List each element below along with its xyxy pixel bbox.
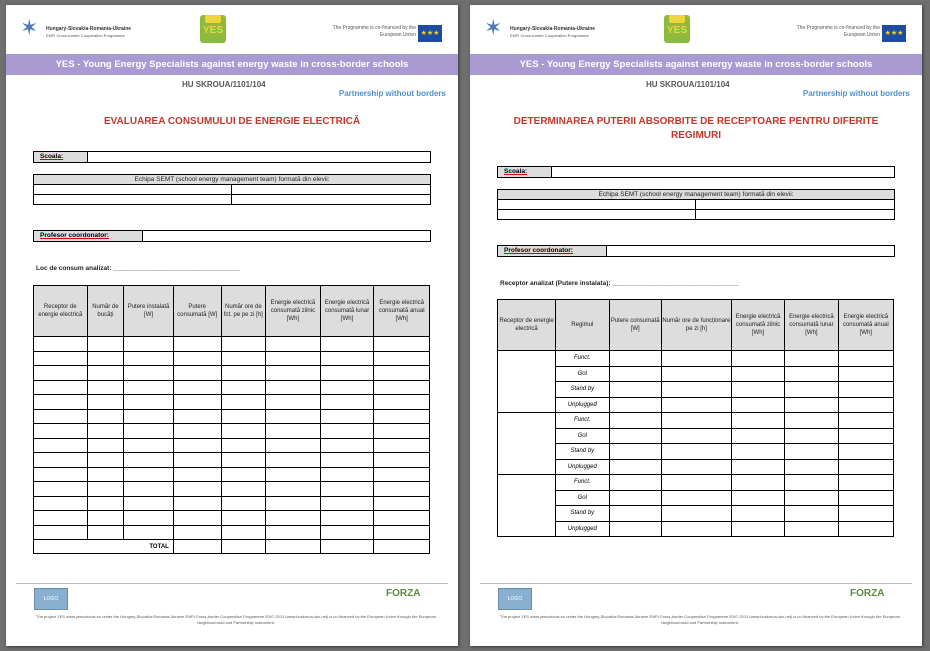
total-cell[interactable] <box>266 540 321 554</box>
table-cell[interactable] <box>173 482 221 497</box>
table-row <box>34 511 430 526</box>
table-cell[interactable] <box>374 395 430 410</box>
table-row <box>34 525 430 540</box>
col-energy-monthly: Energie electrică consumată lunar [Wh] <box>320 286 374 337</box>
table-cell[interactable] <box>838 428 893 444</box>
table-cell[interactable] <box>221 511 266 526</box>
table-cell[interactable] <box>320 337 374 352</box>
table-cell[interactable] <box>320 525 374 540</box>
table-row <box>498 521 894 537</box>
page-title: DETERMINAREA PUTERII ABSORBITE DE RECEPTOARE PENTRU DIFERITE REGIMURI <box>513 116 879 141</box>
table-cell[interactable] <box>731 428 784 444</box>
table-cell[interactable] <box>609 490 661 506</box>
table-cell[interactable] <box>661 397 731 413</box>
table-cell[interactable] <box>374 424 430 439</box>
table-cell[interactable] <box>374 337 430 352</box>
star-icon: ✶ <box>20 15 39 40</box>
coordinator-field[interactable] <box>33 230 431 242</box>
table-cell[interactable] <box>221 482 266 497</box>
project-banner: YES - Young Energy Specialists against energy waste in cross-border schools <box>470 54 922 75</box>
table-cell[interactable] <box>785 428 838 444</box>
table-cell[interactable] <box>34 453 88 468</box>
cofinanced-text: The Programme is co-financed by the European Union <box>796 25 880 38</box>
table-cell[interactable] <box>661 521 731 537</box>
table-cell[interactable] <box>661 506 731 522</box>
total-label: TOTAL <box>34 540 174 554</box>
table-cell[interactable] <box>320 511 374 526</box>
table-cell[interactable] <box>266 511 321 526</box>
team-cells[interactable] <box>498 200 894 219</box>
table-cell[interactable] <box>374 482 430 497</box>
table-cell[interactable] <box>838 444 893 460</box>
partnership-tagline: Partnership without borders <box>338 89 446 98</box>
table-cell[interactable] <box>374 525 430 540</box>
table-cell[interactable] <box>731 351 784 367</box>
table-cell[interactable] <box>87 337 124 352</box>
eu-flag-icon: ★★★ <box>882 25 906 42</box>
table-cell[interactable] <box>266 496 321 511</box>
table-cell[interactable] <box>785 506 838 522</box>
table-cell[interactable] <box>124 453 174 468</box>
table-cell[interactable] <box>87 482 124 497</box>
table-cell[interactable] <box>34 351 88 366</box>
table-cell[interactable] <box>34 525 88 540</box>
col-energy-daily: Energie electrică consumată zilnic [Wh] <box>266 286 321 337</box>
partner-logo-left: LOGO <box>498 588 532 610</box>
table-cell[interactable] <box>124 380 174 395</box>
table-cell[interactable] <box>374 467 430 482</box>
forza-logo: FORZA <box>850 588 885 599</box>
table-cell[interactable] <box>731 506 784 522</box>
eu-flag-icon: ★★★ <box>418 25 442 42</box>
table-cell[interactable] <box>785 521 838 537</box>
document-page-1 <box>6 5 458 646</box>
regime-label: Gol <box>556 366 609 382</box>
table-cell[interactable] <box>34 337 88 352</box>
table-cell[interactable] <box>320 380 374 395</box>
table-cell[interactable] <box>124 482 174 497</box>
table-cell[interactable] <box>320 351 374 366</box>
project-code: HU SKROUA/1101/104 <box>646 80 730 89</box>
table-cell[interactable] <box>173 525 221 540</box>
table-row <box>34 380 430 395</box>
team-cells[interactable] <box>34 185 430 204</box>
table-cell[interactable] <box>124 438 174 453</box>
table-cell[interactable] <box>838 366 893 382</box>
col-regime: Regimul <box>556 300 609 351</box>
table-cell[interactable] <box>731 366 784 382</box>
team-table <box>497 189 895 220</box>
table-cell[interactable] <box>661 490 731 506</box>
table-cell[interactable] <box>124 467 174 482</box>
table-cell[interactable] <box>609 521 661 537</box>
footer-divider <box>16 583 448 584</box>
project-banner: YES - Young Energy Specialists against energy waste in cross-border schools <box>6 54 458 75</box>
table-row <box>498 382 894 398</box>
table-row <box>498 444 894 460</box>
regime-label: Stand by <box>556 382 609 398</box>
table-row <box>498 459 894 475</box>
table-cell[interactable] <box>661 428 731 444</box>
table-cell[interactable] <box>266 366 321 381</box>
table-cell[interactable] <box>173 380 221 395</box>
table-cell[interactable] <box>124 496 174 511</box>
table-cell[interactable] <box>173 511 221 526</box>
regime-label: Funct. <box>556 413 609 429</box>
table-cell[interactable] <box>838 475 893 491</box>
table-cell[interactable] <box>838 413 893 429</box>
table-cell[interactable] <box>731 397 784 413</box>
regime-table <box>497 299 894 537</box>
school-label: Scoala: <box>498 167 552 177</box>
project-code: HU SKROUA/1101/104 <box>182 80 266 89</box>
table-cell[interactable] <box>838 506 893 522</box>
table-cell[interactable] <box>320 496 374 511</box>
partner-logo-left: LOGO <box>34 588 68 610</box>
table-cell[interactable] <box>266 395 321 410</box>
table-cell[interactable] <box>124 366 174 381</box>
table-cell[interactable] <box>731 459 784 475</box>
table-cell[interactable] <box>221 409 266 424</box>
table-cell[interactable] <box>34 482 88 497</box>
table-cell[interactable] <box>320 424 374 439</box>
table-cell[interactable] <box>34 438 88 453</box>
table-cell[interactable] <box>374 409 430 424</box>
table-row <box>34 366 430 381</box>
school-label: Scoala: <box>34 152 88 162</box>
table-cell[interactable] <box>785 351 838 367</box>
table-cell[interactable] <box>266 424 321 439</box>
table-cell[interactable] <box>124 395 174 410</box>
programme-logo: ✶ Hungary-Slovakia-Romania-Ukraine ENPI Cross-border Cooperation Programme <box>20 15 132 40</box>
table-cell[interactable] <box>731 490 784 506</box>
table-row <box>498 506 894 522</box>
footer-text: The project YES www.yesschools.eu under the Hungary-Slovakia-Romania-Ukraine ENPI Cross-border Cooperation Programme 2007-2013 (www.huskroua-cbc.net) is co-financed by the European Union through the European Neighbourhood and Partnership Instrument. <box>500 614 900 625</box>
table-cell[interactable] <box>609 475 661 491</box>
table-cell[interactable] <box>374 511 430 526</box>
table-cell[interactable] <box>221 337 266 352</box>
table-cell[interactable] <box>173 351 221 366</box>
regime-label: Funct. <box>556 475 609 491</box>
total-cell[interactable] <box>221 540 266 554</box>
table-cell[interactable] <box>34 366 88 381</box>
col-consumed-power: Putere consumată [W] <box>173 286 221 337</box>
regime-label: Gol <box>556 490 609 506</box>
table-row <box>34 496 430 511</box>
school-field[interactable] <box>497 166 895 178</box>
table-cell[interactable] <box>609 366 661 382</box>
table-cell[interactable] <box>221 467 266 482</box>
table-cell[interactable] <box>731 382 784 398</box>
table-cell[interactable] <box>221 380 266 395</box>
table-cell[interactable] <box>124 337 174 352</box>
yes-logo: YES <box>200 15 226 43</box>
school-field[interactable] <box>33 151 431 163</box>
coordinator-label: Profesor coordonator: <box>34 231 143 241</box>
table-cell[interactable] <box>320 438 374 453</box>
table-row <box>34 337 430 352</box>
table-row <box>498 366 894 382</box>
table-cell[interactable] <box>609 351 661 367</box>
cofinanced-text: The Programme is co-financed by the European Union <box>332 25 416 38</box>
col-energy-daily: Energie electrică consumată zilnic [Wh] <box>731 300 784 351</box>
regime-label: Stand by <box>556 444 609 460</box>
table-cell[interactable] <box>87 511 124 526</box>
table-cell[interactable] <box>266 409 321 424</box>
regime-label: Stand by <box>556 506 609 522</box>
col-count: Număr de bucăți <box>87 286 124 337</box>
table-cell[interactable] <box>173 395 221 410</box>
table-cell[interactable] <box>731 444 784 460</box>
table-cell[interactable] <box>34 395 88 410</box>
col-installed-power: Putere instalată [W] <box>124 286 174 337</box>
table-row <box>34 453 430 468</box>
receptor-cell[interactable] <box>498 351 556 413</box>
table-cell[interactable] <box>221 351 266 366</box>
table-cell[interactable] <box>320 467 374 482</box>
table-cell[interactable] <box>609 413 661 429</box>
table-cell[interactable] <box>374 351 430 366</box>
table-cell[interactable] <box>221 424 266 439</box>
table-cell[interactable] <box>34 409 88 424</box>
table-cell[interactable] <box>87 467 124 482</box>
table-cell[interactable] <box>785 444 838 460</box>
regime-label: Unplugged <box>556 459 609 475</box>
table-cell[interactable] <box>266 380 321 395</box>
table-cell[interactable] <box>87 496 124 511</box>
regime-label: Unplugged <box>556 397 609 413</box>
table-row <box>34 482 430 497</box>
table-cell[interactable] <box>221 366 266 381</box>
table-cell[interactable] <box>731 475 784 491</box>
partnership-tagline: Partnership without borders <box>802 89 910 98</box>
table-cell[interactable] <box>785 413 838 429</box>
page-title: EVALUAREA CONSUMULUI DE ENERGIE ELECTRICĂ <box>103 116 361 127</box>
table-cell[interactable] <box>785 475 838 491</box>
table-cell[interactable] <box>838 490 893 506</box>
table-cell[interactable] <box>87 409 124 424</box>
table-row <box>498 475 894 491</box>
total-row <box>34 540 430 554</box>
table-cell[interactable] <box>609 428 661 444</box>
table-cell[interactable] <box>374 496 430 511</box>
table-cell[interactable] <box>838 521 893 537</box>
table-cell[interactable] <box>785 366 838 382</box>
table-cell[interactable] <box>221 438 266 453</box>
table-cell[interactable] <box>34 467 88 482</box>
table-cell[interactable] <box>661 366 731 382</box>
footer-text: The project YES www.yesschools.eu under the Hungary-Slovakia-Romania-Ukraine ENPI Cross-border Cooperation Programme 2007-2013 (www.huskroua-cbc.net) is co-financed by the European Union through the European Neighbourhood and Partnership Instrument. <box>36 614 436 625</box>
table-cell[interactable] <box>87 424 124 439</box>
table-row <box>34 409 430 424</box>
total-cell[interactable] <box>374 540 430 554</box>
col-consumed-power: Putere consumată [W] <box>609 300 661 351</box>
table-cell[interactable] <box>838 382 893 398</box>
table-cell[interactable] <box>731 413 784 429</box>
team-header: Echipa SEMT (school energy management team) formată din elevii: <box>34 175 430 185</box>
table-cell[interactable] <box>124 511 174 526</box>
table-cell[interactable] <box>266 438 321 453</box>
table-cell[interactable] <box>374 438 430 453</box>
table-cell[interactable] <box>87 438 124 453</box>
table-cell[interactable] <box>838 397 893 413</box>
table-cell[interactable] <box>320 482 374 497</box>
table-cell[interactable] <box>320 395 374 410</box>
table-row <box>34 395 430 410</box>
table-cell[interactable] <box>266 525 321 540</box>
regime-label: Gol <box>556 428 609 444</box>
col-hours: Număr ore de funcționare pe zi [h] <box>661 300 731 351</box>
table-cell[interactable] <box>124 424 174 439</box>
table-cell[interactable] <box>34 511 88 526</box>
col-receptor: Receptor de energie electrică <box>34 286 88 337</box>
table-cell[interactable] <box>173 438 221 453</box>
table-cell[interactable] <box>609 459 661 475</box>
table-row <box>34 424 430 439</box>
regime-label: Funct. <box>556 351 609 367</box>
table-row <box>34 438 430 453</box>
receptor-analyzed: Receptor analizat (Putere instalata): ___________________________________ <box>500 280 739 287</box>
table-cell[interactable] <box>173 424 221 439</box>
table-cell[interactable] <box>34 380 88 395</box>
table-cell[interactable] <box>609 444 661 460</box>
table-cell[interactable] <box>731 521 784 537</box>
col-receptor: Receptor de energie electrică <box>498 300 556 351</box>
footer-divider <box>480 583 912 584</box>
team-header: Echipa SEMT (school energy management team) formată din elevii: <box>498 190 894 200</box>
total-cell[interactable] <box>173 540 221 554</box>
table-cell[interactable] <box>266 337 321 352</box>
table-cell[interactable] <box>34 424 88 439</box>
table-cell[interactable] <box>221 453 266 468</box>
table-row <box>498 490 894 506</box>
table-cell[interactable] <box>785 459 838 475</box>
team-table <box>33 174 431 205</box>
col-hours: Număr ore de fct. pe pe zi [h] <box>221 286 266 337</box>
table-cell[interactable] <box>609 506 661 522</box>
table-cell[interactable] <box>173 496 221 511</box>
table-cell[interactable] <box>785 382 838 398</box>
document-page-2 <box>470 5 922 646</box>
table-cell[interactable] <box>661 459 731 475</box>
programme-logo: ✶ Hungary-Slovakia-Romania-Ukraine ENPI Cross-border Cooperation Programme <box>484 15 596 40</box>
table-cell[interactable] <box>173 337 221 352</box>
regime-label: Unplugged <box>556 521 609 537</box>
table-cell[interactable] <box>661 413 731 429</box>
table-cell[interactable] <box>609 397 661 413</box>
table-cell[interactable] <box>266 453 321 468</box>
col-energy-yearly: Energie electrică consumată anual [Wh] <box>374 286 430 337</box>
table-row <box>498 351 894 367</box>
table-cell[interactable] <box>173 409 221 424</box>
table-cell[interactable] <box>320 453 374 468</box>
consumption-table <box>33 285 430 554</box>
table-cell[interactable] <box>87 453 124 468</box>
col-energy-monthly: Energie electrică consumată lunar [Wh] <box>785 300 838 351</box>
table-cell[interactable] <box>34 496 88 511</box>
table-cell[interactable] <box>124 351 174 366</box>
table-row <box>498 397 894 413</box>
star-icon: ✶ <box>484 15 503 40</box>
table-cell[interactable] <box>266 482 321 497</box>
table-row <box>498 428 894 444</box>
table-cell[interactable] <box>266 467 321 482</box>
table-cell[interactable] <box>87 351 124 366</box>
table-cell[interactable] <box>374 453 430 468</box>
table-row <box>34 467 430 482</box>
table-row <box>498 413 894 429</box>
table-cell[interactable] <box>87 366 124 381</box>
coordinator-label: Profesor coordonator: <box>498 246 607 256</box>
consumption-location: Loc de consum analizat: ___________________________________ <box>36 265 240 272</box>
table-cell[interactable] <box>661 351 731 367</box>
table-cell[interactable] <box>785 397 838 413</box>
table-cell[interactable] <box>221 395 266 410</box>
total-cell[interactable] <box>320 540 374 554</box>
table-cell[interactable] <box>320 366 374 381</box>
table-cell[interactable] <box>609 382 661 398</box>
table-row <box>34 351 430 366</box>
yes-logo: YES <box>664 15 690 43</box>
table-cell[interactable] <box>320 409 374 424</box>
table-cell[interactable] <box>374 366 430 381</box>
table-cell[interactable] <box>173 366 221 381</box>
coordinator-field[interactable] <box>497 245 895 257</box>
receptor-cell[interactable] <box>498 475 556 537</box>
receptor-cell[interactable] <box>498 413 556 475</box>
table-cell[interactable] <box>838 459 893 475</box>
table-cell[interactable] <box>221 496 266 511</box>
table-cell[interactable] <box>124 525 174 540</box>
table-cell[interactable] <box>661 475 731 491</box>
table-cell[interactable] <box>87 380 124 395</box>
table-cell[interactable] <box>838 351 893 367</box>
table-cell[interactable] <box>87 395 124 410</box>
forza-logo: FORZA <box>386 588 421 599</box>
table-cell[interactable] <box>661 444 731 460</box>
table-cell[interactable] <box>173 467 221 482</box>
table-cell[interactable] <box>221 525 266 540</box>
table-cell[interactable] <box>124 409 174 424</box>
table-cell[interactable] <box>785 490 838 506</box>
table-cell[interactable] <box>173 453 221 468</box>
col-energy-yearly: Energie electrică consumată anual [Wh] <box>838 300 893 351</box>
table-cell[interactable] <box>374 380 430 395</box>
table-cell[interactable] <box>266 351 321 366</box>
table-cell[interactable] <box>661 382 731 398</box>
table-cell[interactable] <box>87 525 124 540</box>
